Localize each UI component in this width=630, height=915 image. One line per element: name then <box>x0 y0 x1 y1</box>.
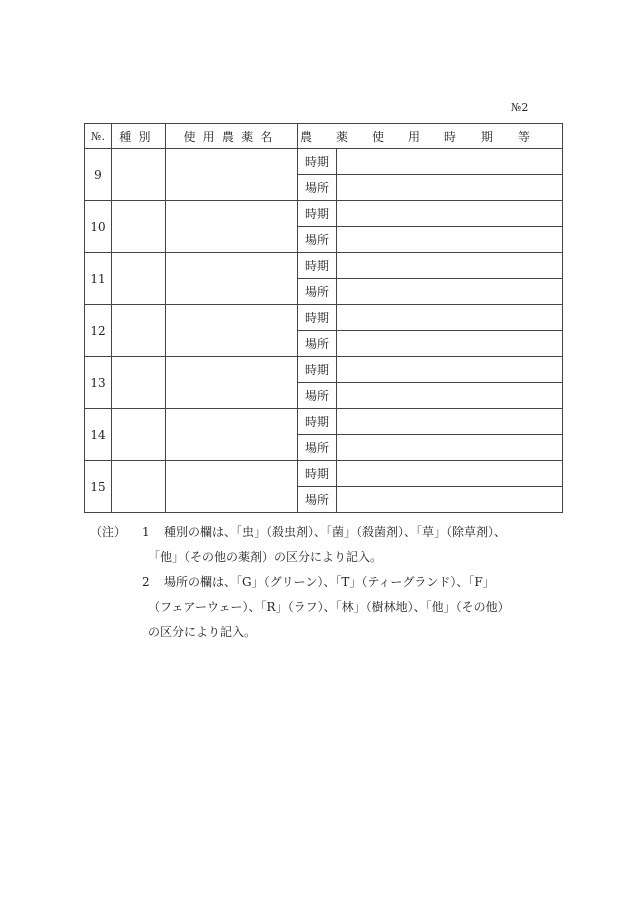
kind-cell[interactable] <box>112 149 166 201</box>
time-label: 時期 <box>298 305 337 331</box>
pesticide-name-cell[interactable] <box>166 305 298 357</box>
place-label: 場所 <box>298 175 337 201</box>
table-row <box>85 149 563 175</box>
table-row <box>85 305 563 331</box>
time-value-cell[interactable] <box>337 201 563 227</box>
time-label: 時期 <box>298 461 337 487</box>
pesticide-name-cell[interactable] <box>166 461 298 513</box>
table-row <box>85 357 563 383</box>
place-label: 場所 <box>298 383 337 409</box>
place-value-cell[interactable] <box>337 227 563 253</box>
place-value-cell[interactable] <box>337 175 563 201</box>
pesticide-name-cell[interactable] <box>166 149 298 201</box>
note-1-line-2: 「他」（その他の薬剤）の区分により記入。 <box>148 550 383 564</box>
kind-cell[interactable] <box>112 305 166 357</box>
time-label: 時期 <box>298 357 337 383</box>
row-number: 11 <box>85 253 112 305</box>
place-value-cell[interactable] <box>337 487 563 513</box>
kind-cell[interactable] <box>112 253 166 305</box>
place-label: 場所 <box>298 331 337 357</box>
row-number: 10 <box>85 201 112 253</box>
time-label: 時期 <box>298 149 337 175</box>
time-value-cell[interactable] <box>337 305 563 331</box>
row-number: 12 <box>85 305 112 357</box>
pesticide-usage-table <box>84 123 563 513</box>
pesticide-name-cell[interactable] <box>166 357 298 409</box>
header-usage-period: 農 薬 使 用 時 期 等 <box>298 124 563 149</box>
note-2-line-3: の区分により記入。 <box>148 625 257 639</box>
row-number: 9 <box>85 149 112 201</box>
header-pesticide-name: 使用農薬名 <box>166 124 298 149</box>
kind-cell[interactable] <box>112 357 166 409</box>
time-value-cell[interactable] <box>337 149 563 175</box>
time-value-cell[interactable] <box>337 461 563 487</box>
header-kind: 種別 <box>112 124 166 149</box>
kind-cell[interactable] <box>112 461 166 513</box>
table-row <box>85 461 563 487</box>
row-number: 15 <box>85 461 112 513</box>
place-value-cell[interactable] <box>337 279 563 305</box>
kind-cell[interactable] <box>112 201 166 253</box>
note-2: 2 場所の欄は、「G」（グリーン）、「T」（ティーグランド）、「F」 <box>142 575 495 589</box>
pesticide-name-cell[interactable] <box>166 201 298 253</box>
page-number: №2 <box>511 101 529 114</box>
table-row <box>85 409 563 435</box>
time-label: 時期 <box>298 253 337 279</box>
notes-label: （注） <box>90 525 127 539</box>
table-header-row <box>85 124 563 149</box>
time-label: 時期 <box>298 201 337 227</box>
kind-cell[interactable] <box>112 409 166 461</box>
table-row <box>85 253 563 279</box>
pesticide-name-cell[interactable] <box>166 409 298 461</box>
time-label: 時期 <box>298 409 337 435</box>
note-1: 1 種別の欄は、「虫」（殺虫剤）、「菌」（殺菌剤）、「草」（除草剤）、 <box>142 525 507 539</box>
pesticide-name-cell[interactable] <box>166 253 298 305</box>
header-no: №. <box>85 124 112 149</box>
table-row <box>85 201 563 227</box>
time-value-cell[interactable] <box>337 409 563 435</box>
time-value-cell[interactable] <box>337 253 563 279</box>
time-value-cell[interactable] <box>337 357 563 383</box>
row-number: 14 <box>85 409 112 461</box>
row-number: 13 <box>85 357 112 409</box>
place-label: 場所 <box>298 487 337 513</box>
place-label: 場所 <box>298 279 337 305</box>
place-label: 場所 <box>298 227 337 253</box>
place-value-cell[interactable] <box>337 331 563 357</box>
place-value-cell[interactable] <box>337 383 563 409</box>
note-2-line-2: （フェアーウェー）、「R」（ラフ）、「林」（樹林地）、「他」（その他） <box>148 600 510 614</box>
place-value-cell[interactable] <box>337 435 563 461</box>
place-label: 場所 <box>298 435 337 461</box>
